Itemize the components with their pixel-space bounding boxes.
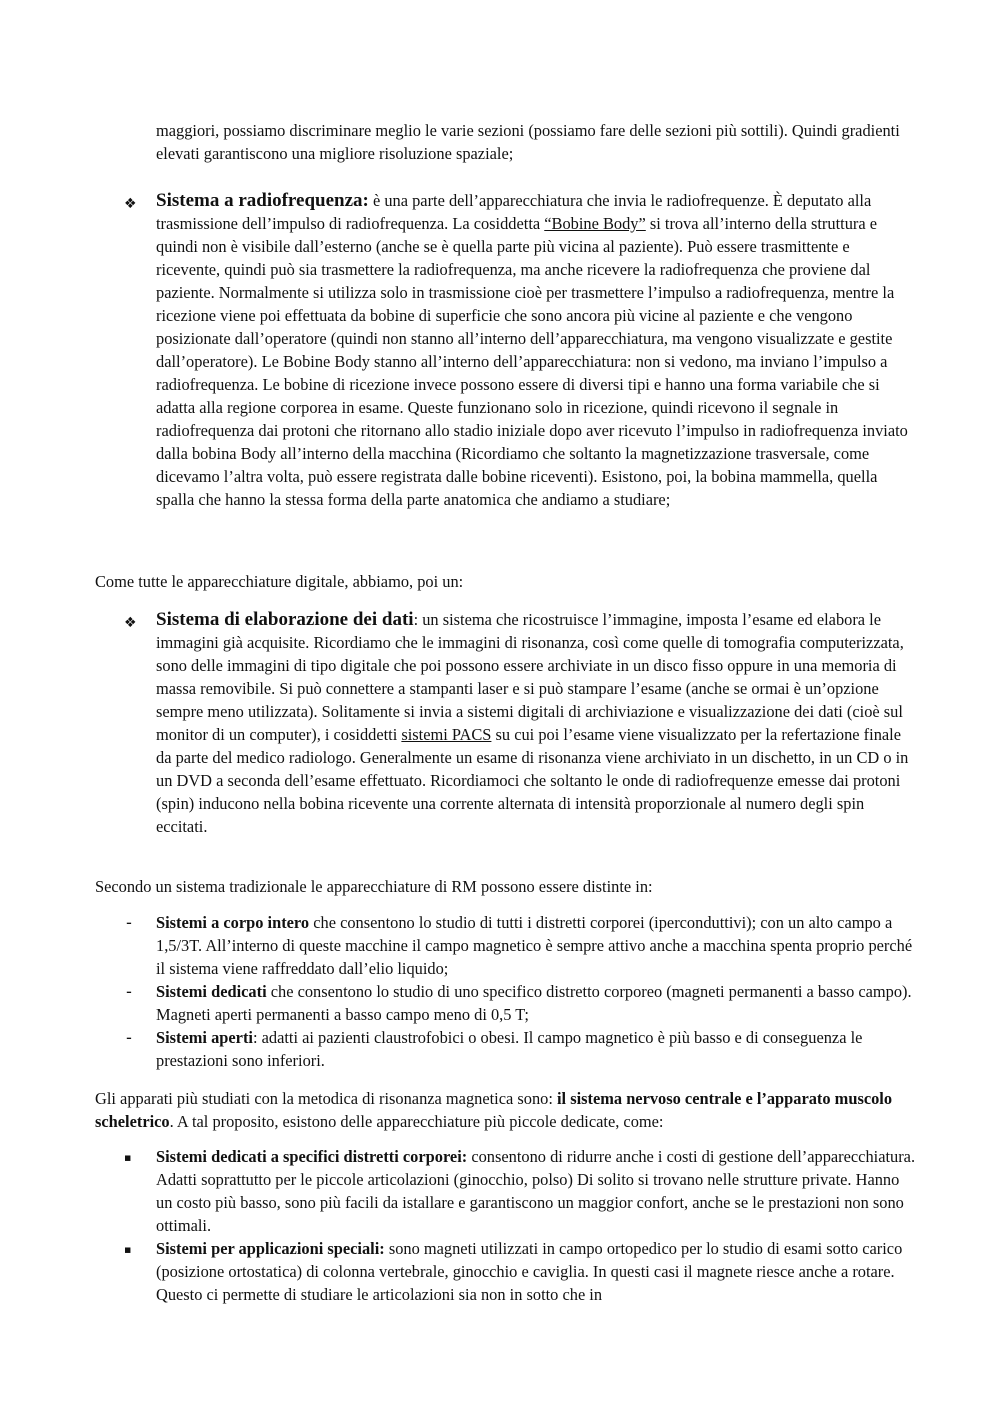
radiofrequency-heading: Sistema a radiofrequenza: (156, 190, 369, 211)
list-item-heading: Sistemi dedicati a specifici distretti corporei: (156, 1147, 468, 1166)
digital-intro-paragraph (95, 570, 915, 593)
list-item-heading: Sistemi a corpo intero (156, 913, 310, 932)
list-item-text: consentono di ridurre anche i costi di gestione dell’apparecchiatura. Adatti soprattutto per le piccole articolazioni (ginocchio, polso) Di solito si trovano nelle strutture private. Hanno un costo più basso, sono più facili da istallare e garantiscono un maggior confort, anche se le prestazioni non sono ottimali. (156, 1147, 916, 1235)
studied-bold-text: il sistema nervoso centrale e l’apparato muscolo scheletrico (95, 1089, 893, 1131)
square-bullet-icon: ▪ (124, 1243, 132, 1256)
square-bullet-icon: ▪ (124, 1151, 132, 1164)
studied-paragraph (95, 1087, 915, 1133)
list-item (156, 980, 916, 1026)
traditional-intro-text: Secondo un sistema tradizionale le apparecchiature di RM possono essere distinte in: (95, 877, 653, 896)
list-item-text: che consentono lo studio di tutti i distretti corporei (iperconduttivi); con un alto campo a 1,5/3T. All’interno di queste macchine il campo magnetico è sempre attivo anche a macchina spenta proprio perché il sistema viene raffreddato dall’elio liquido; (156, 913, 913, 978)
list-item (156, 1145, 916, 1237)
diamond-bullet-icon: ❖ (124, 196, 137, 212)
bobine-body-link[interactable]: “Bobine Body” (544, 214, 646, 233)
dash-bullet-icon: - (126, 982, 132, 1001)
data-processing-text-a: : un sistema che ricostruisce l’immagine, imposta l’esame ed elabora le immagini già acquisite. Ricordiamo che le immagini di risonanza, così come quelle di tomografia computerizzata, sono delle immagini di tipo digitale che poi possono essere archiviate in un disco fisso oppure in una memoria di massa removibile. Si può connettere a stampanti laser e si può stampare l’esame (anche se ormai è un’opzione sempre meno utilizzata). Solitamente si invia a sistemi digitali di archiviazione e visualizzazione dei dati (cioè sul monitor di un computer), i cosiddetti (156, 610, 904, 744)
radiofrequency-text-a: è una parte dell’apparecchiatura che invia le radiofrequenze. È deputato alla trasmissione dell’impulso di radiofrequenza. La cosiddetta (156, 191, 872, 233)
list-item (156, 1026, 916, 1072)
list-item-heading: Sistemi dedicati (156, 982, 267, 1001)
list-item-heading: Sistemi per applicazioni speciali: (156, 1239, 385, 1258)
list-item (156, 1237, 916, 1306)
studied-text-b: . A tal proposito, esistono delle apparecchiature più piccole dedicate, come: (169, 1112, 664, 1131)
list-item-text: che consentono lo studio di uno specifico distretto corporeo (magneti permanenti a basso campo). Magneti aperti permanenti a basso campo meno di 0,5 T; (156, 982, 912, 1024)
list-item-heading: Sistemi aperti (156, 1028, 253, 1047)
radiofrequency-item (156, 189, 916, 511)
intro-text: maggiori, possiamo discriminare meglio le varie sezioni (possiamo fare delle sezioni più sottili). Quindi gradienti elevati garantiscono una migliore risoluzione spaziale; (156, 121, 900, 163)
data-processing-text-b: su cui poi l’esame viene visualizzato per la refertazione finale da parte del medico radiologo. Generalmente un esame di risonanza viene archiviato in un dischetto, in un CD o in un DVD a seconda dell’esame effettuato. Ricordiamoci che soltanto le onde di radiofrequenze emesse dai protoni (spin) inducono nella bobina ricevente una corrente alternata di intensità proporzionale al numero degli spin eccitati. (156, 725, 909, 836)
list-item (156, 911, 916, 980)
digital-intro-text: Come tutte le apparecchiature digitale, abbiamo, poi un: (95, 572, 464, 591)
data-processing-heading: Sistema di elaborazione dei dati (156, 609, 414, 630)
studied-text-a: Gli apparati più studiati con la metodica di risonanza magnetica sono: (95, 1089, 557, 1108)
traditional-intro-paragraph (95, 875, 915, 898)
dash-bullet-icon: - (126, 1028, 132, 1047)
list-item-text: sono magneti utilizzati in campo ortopedico per lo studio di esami sotto carico (posizione ortostatica) di colonna vertebrale, ginocchio e caviglia. In questi casi il magnete riesce anche a rotare. Questo ci permette di studiare le articolazioni sia non in sotto che in (156, 1239, 903, 1304)
dash-bullet-icon: - (126, 913, 132, 932)
data-processing-item (156, 608, 916, 838)
pacs-link[interactable]: sistemi PACS (401, 725, 492, 744)
radiofrequency-text-b: si trova all’interno della struttura e quindi non è visibile dall’esterno (anche se è quella parte più vicina al paziente). Può essere trasmittente e ricevente, quindi può sia trasmettere la radiofrequenza, ma anche ricevere la radiofrequenza che proviene dal paziente. Normalmente si utilizza solo in trasmissione cioè per trasmettere l’impulso a radiofrequenza, mentre la ricezione viene poi effettuata da bobine di superficie che sono ancora più vicine al paziente e che vengono posizionate dall’operatore (quindi non stanno all’interno dell’apparecchiatura, ma vengono visualizzate e gestite dall’operatore). Le Bobine Body stanno all’interno dell’apparecchiatura: non si vedono, ma inviano l’impulso a radiofrequenza. Le bobine di ricezione invece possono essere di diversi tipi e hanno una forma variabile che si adatta alla regione corporea in esame. Queste funzionano solo in ricezione, quindi ricevono il segnale in radiofrequenza dai protoni che ritornano allo stadio iniziale dopo aver ricevuto l’impulso in radiofrequenza inviato dalla bobina Body all’interno della macchina (Ricordiamo che soltanto la magnetizzazione trasversale, come dicevamo l’altra volta, può essere registrata dalle bobine riceventi). Esistono, poi, la bobina mammella, quella spalla che hanno la stessa forma della parte anatomica che andiamo a studiare; (156, 214, 908, 509)
diamond-bullet-icon: ❖ (124, 615, 137, 631)
intro-paragraph (156, 119, 916, 165)
list-item-text: : adatti ai pazienti claustrofobici o obesi. Il campo magnetico è più basso e di conseguenza le prestazioni sono inferiori. (156, 1028, 863, 1070)
